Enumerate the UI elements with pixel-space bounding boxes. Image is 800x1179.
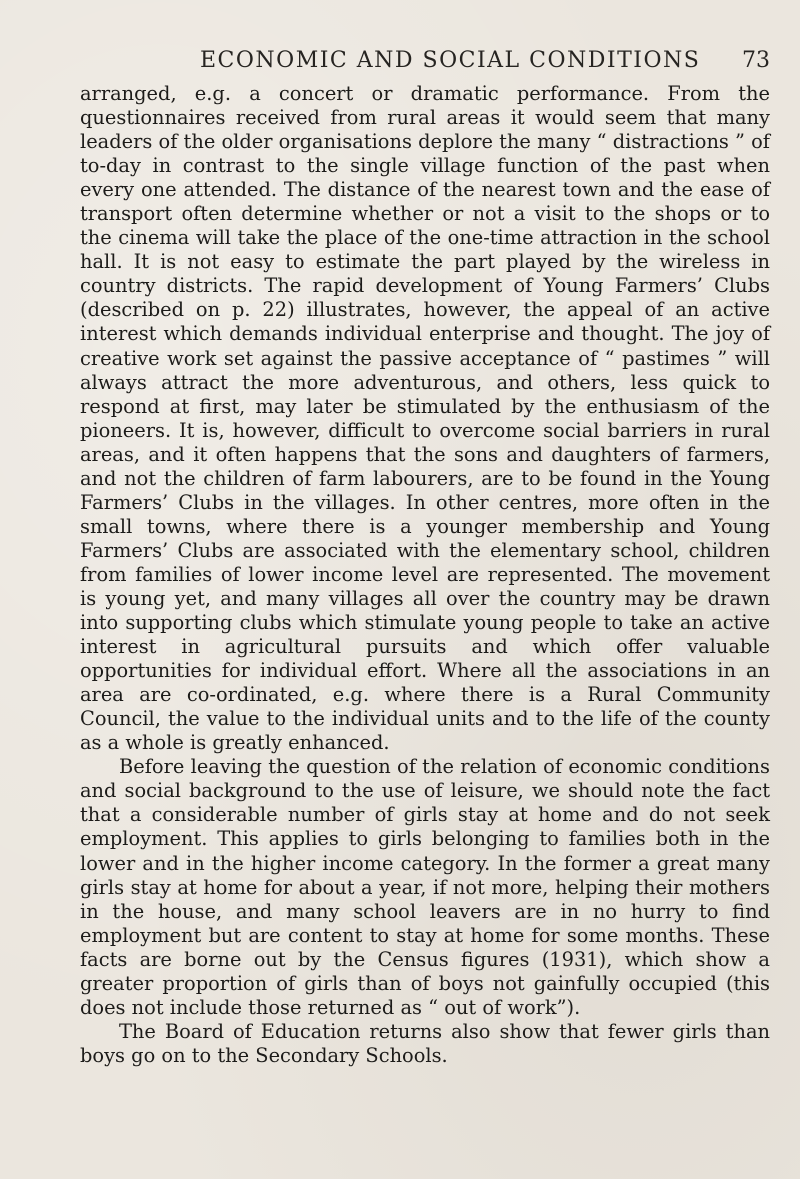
paragraph-board-of-education: The Board of Education returns also show that fewer girls than boys go on to the Secondary Schools. xyxy=(80,1019,770,1067)
paragraph-continued: arranged, e.g. a concert or dramatic performance. From the questionnaires received from rural areas it would seem that many leaders of the older organisations deplore the many “ distractions ” of to-day in contrast to the single village function of the past when every one attended. The distance of the nearest town and the ease of transport often determine whether or not a visit to the shops or to the cinema will take the place of the one-time attraction in the school hall. It is not easy to estimate the part played by the wireless in country districts. The rapid development of Young Farmers’ Clubs (described on p. 22) illustrates, however, the appeal of an active interest which demands individual enterprise and thought. The joy of creative work set against the passive acceptance of “ pastimes ” will always attract the more adventurous, and others, less quick to respond at first, may later be stimulated by the enthusiasm of the pioneers. It is, however, difficult to overcome social barriers in rural areas, and it often happens that the sons and daughters of farmers, and not the children of farm labourers, are to be found in the Young Farmers’ Clubs in the villages. In other centres, more often in the small towns, where there is a younger membership and Young Farmers’ Clubs are associated with the elementary school, children from families of lower income level are represented. The movement is young yet, and many villages all over the country may be drawn into supporting clubs which stimulate young people to take an active interest in agricultural pursuits and which offer valuable opportunities for individual effort. Where all the associations in an area are co-ordinated, e.g. where there is a Rural Community Council, the value to the individual units and to the life of the county as a whole is greatly enhanced. xyxy=(80,82,770,755)
paragraph-girls-at-home: Before leaving the question of the relation of economic conditions and social background to the use of leisure, we should note the fact that a considerable number of girls stay at home and do not seek employment. This applies to girls belonging to families both in the lower and in the higher income category. In the former a great many girls stay at home for about a year, if not more, helping their mothers in the house, and many school leavers are in no hurry to find employment but are content to stay at home for some months. These facts are borne out by the Census figures (1931), which show a greater proportion of girls than of boys not gainfully occupied (this does not include those returned as “ out of work”). xyxy=(80,755,770,1019)
running-head xyxy=(80,48,770,78)
page-number: 73 xyxy=(742,48,770,73)
body-text xyxy=(80,82,770,1068)
running-title: ECONOMIC AND SOCIAL CONDITIONS xyxy=(200,48,701,73)
